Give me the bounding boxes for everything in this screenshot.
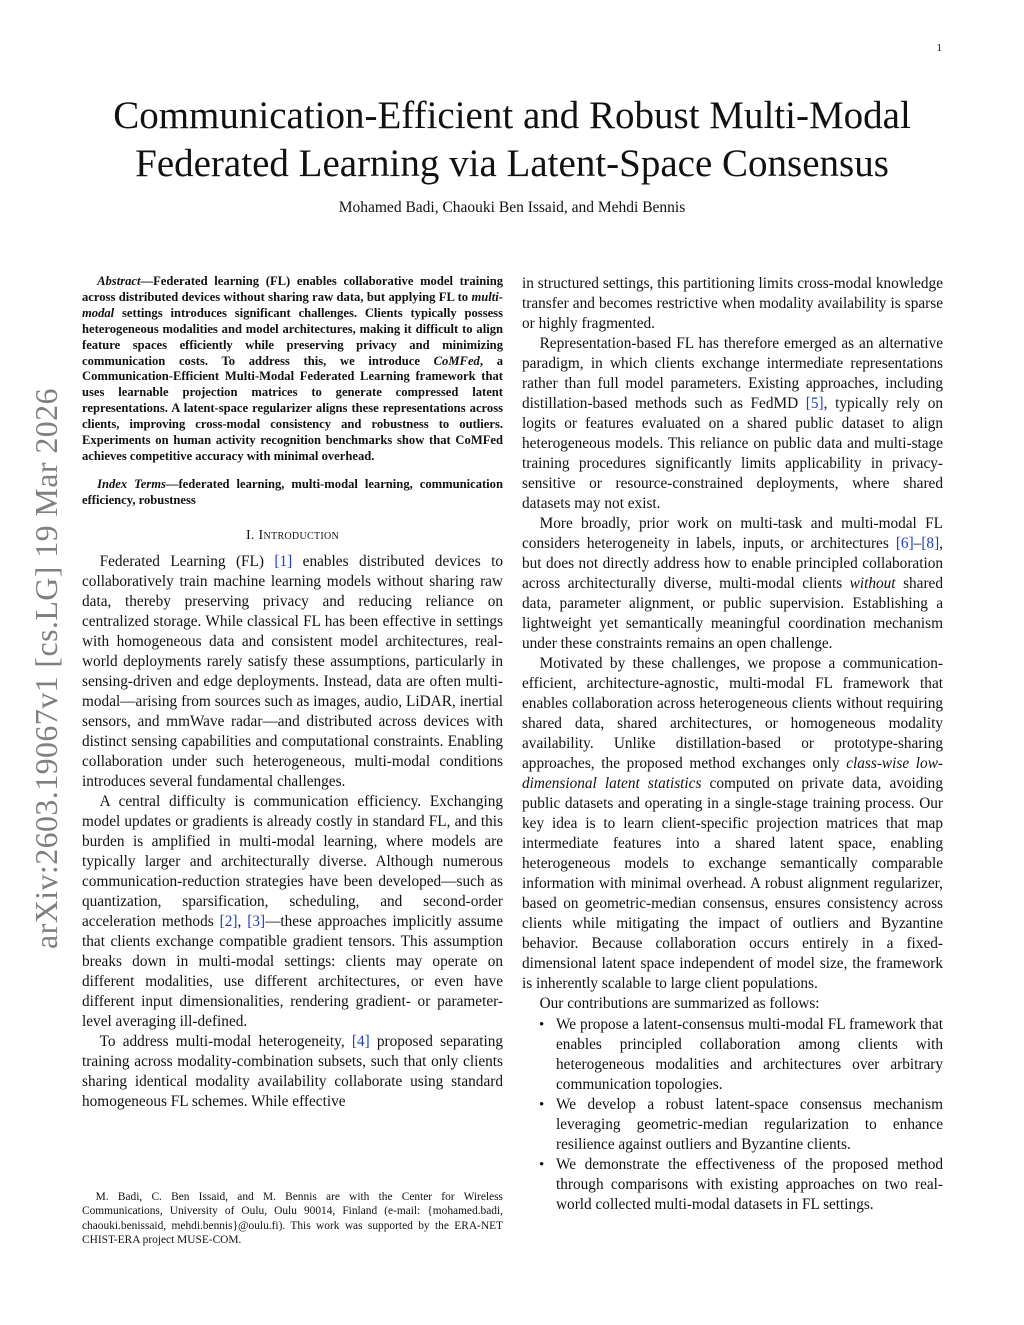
paragraph-text: A central difficulty is communication efficiency. Exchanging model updates or gradients is already costly in standard FL, and this burden is amplified in multi-modal learning, where models are typically larger and architecturally diverse. Although numerous communication-reduction strategies have been developed—such as quantization, sparsification, scheduling, and second-order acceleration methods — [82, 792, 503, 930]
list-item — [522, 1015, 943, 1095]
author-list: Mohamed Badi, Chaouki Ben Issaid, and Mehdi Bennis — [338, 199, 686, 216]
paragraph-text: —these approaches implicitly assume that clients exchange compatible gradient tensors. This assumption breaks down in multi-modal settings: clients may operate on different modalities, use different architectures, or even have different input dimensionalities, rendering gradient- or parameter-level averaging ill-defined. — [82, 912, 503, 1030]
abstract-text-2: settings introduces significant challenges. Clients typically possess heterogeneous modalities and model architectures, making it difficult to align feature spaces efficiently while preserving privacy and minimizing communication costs. To address this, we introduce — [82, 305, 503, 368]
page-number: 1 — [936, 42, 942, 54]
citation-separator: , — [237, 912, 248, 930]
paragraph-text: enables distributed devices to collaboratively train machine learning models without sharing raw data, thereby preserving privacy and reducing reliance on centralized storage. While classical FL has been effective in settings with homogeneous data and consistent model architectures, real-world deployments rarely satisfy these assumptions, particularly in sensing-driven and edge deployments. Instead, data are often multi-modal—arising from sources such as images, audio, LiDAR, inertial sensors, and mmWave radar—and distributed across devices with distinct sensing capabilities and computational constraints. Enabling collaboration under such heterogeneous, multi-modal conditions introduces several fundamental challenges. — [82, 552, 503, 790]
intro-paragraph-5 — [522, 514, 943, 654]
emphasis-text: without — [849, 575, 896, 592]
abstract-emphasis-2: CoMFed — [433, 353, 480, 368]
paragraph-text: proposed separating training across modality-combination subsets, such that only clients sharing identical modality availability collaborate using standard homogeneous FL schemes. While effective — [82, 1032, 503, 1110]
section-heading-introduction — [82, 528, 503, 544]
abstract-emphasis-1: multi-modal — [82, 289, 503, 320]
abstract-dash: — — [140, 274, 154, 288]
abstract — [82, 274, 503, 465]
arxiv-id[interactable]: arXiv:2603.19067v1 [cs.LG] 19 Mar 2026 — [27, 387, 64, 949]
title-line-1: Communication-Efficient and Robust Multi-Modal — [113, 94, 911, 137]
abstract-heading: Abstract — [97, 274, 141, 288]
list-item — [522, 1155, 943, 1215]
index-terms — [82, 477, 503, 509]
paragraph-text: To address multi-modal heterogeneity, — [99, 1032, 352, 1050]
citation-link[interactable]: [8] — [921, 535, 940, 552]
title-line-2: Federated Learning via Latent-Space Consensus — [135, 142, 889, 185]
paragraph-text: Representation-based FL has therefore emerged as an alternative paradigm, in which clients exchange intermediate representations rather than full model parameters. Existing approaches, including distillation-based methods such as FedMD — [522, 335, 943, 412]
bullet-icon: • — [539, 1097, 545, 1113]
citation-link[interactable]: [3] — [247, 912, 266, 930]
intro-paragraph-2 — [82, 792, 503, 1032]
paragraph-text: shared data, parameter alignment, or public supervision. Establishing a lightweight yet semantically meaningful coordination mechanism under these constraints remains an open challenge. — [522, 575, 943, 652]
citation-link[interactable]: [6] — [895, 535, 914, 552]
paper-title — [60, 92, 964, 188]
paragraph-text: , but does not directly address how to enable principled collaboration across architecturally diverse, multi-modal clients — [522, 535, 943, 592]
citation-link[interactable]: [1] — [274, 552, 293, 570]
abstract-text-3: , a Communication-Efficient Multi-Modal Federated Learning framework that uses learnable projection matrices to generate compressed latent representations. A latent-space regularizer aligns these representations across clients, improving cross-modal consistency and robustness to outliers. Experiments on human activity recognition benchmarks show that CoMFed achieves competitive accuracy with minimal overhead. — [82, 353, 504, 463]
arxiv-stamp — [8, 368, 84, 968]
list-item-text: We propose a latent-consensus multi-modal FL framework that enables principled collaboration among clients with heterogeneous modalities and architectures over arbitrary communication topologies. — [556, 1016, 943, 1093]
index-terms-heading: Index Terms — [97, 476, 166, 491]
paragraph-text: Motivated by these challenges, we propose a communication-efficient, architecture-agnostic, multi-modal FL framework that enables collaboration across heterogeneous clients without requiring shared data, shared architectures, or homogeneous modality availability. Unlike distillation-based or prototype-sharing approaches, the proposed method exchanges only — [522, 655, 943, 772]
citation-link[interactable]: [4] — [351, 1032, 370, 1050]
citation-range-dash: – — [913, 535, 922, 552]
section-title: Introduction — [258, 527, 340, 543]
intro-paragraph-1 — [82, 552, 503, 792]
index-terms-dash: — — [165, 476, 179, 491]
bullet-icon: • — [539, 1017, 545, 1033]
contributions-list — [522, 1015, 943, 1215]
emphasis-text: class-wise low-dimensional latent statistics — [522, 755, 943, 792]
section-number: I. — [245, 527, 255, 543]
intro-paragraph-4 — [522, 334, 943, 514]
paragraph-text: , typically rely on logits or features evaluated on a shared public dataset to align heterogeneous models. This reliance on public data and multi-stage training procedures significantly limits applicability in privacy-sensitive or resource-constrained deployments, where shared datasets may not exist. — [522, 395, 943, 512]
paragraph-text: computed on private data, avoiding public datasets and operating in a single-stage training process. Our key idea is to learn client-specific projection matrices that map intermediate features into a shared latent space, enabling heterogeneous models to exchange semantically comparable information with minimal overhead. A robust alignment regularizer, based on geometric-median consensus, ensures consistency across clients while mitigating the impact of outliers and Byzantine behavior. Because collaboration occurs entirely in a fixed-dimensional latent space independent of model size, the framework is inherently scalable to large client populations. — [522, 775, 943, 992]
list-item — [522, 1095, 943, 1155]
intro-paragraph-3 — [82, 1032, 503, 1112]
citation-link[interactable]: [5] — [805, 395, 824, 412]
right-column — [522, 274, 943, 1215]
index-terms-text: federated learning, multi-modal learning, communication efficiency, robustness — [82, 476, 503, 507]
paragraph-text: More broadly, prior work on multi-task and multi-modal FL considers heterogeneity in labels, inputs, or architectures — [522, 515, 943, 552]
contributions-intro: Our contributions are summarized as follows: — [539, 995, 820, 1012]
list-item-text: We develop a robust latent-space consensus mechanism leveraging geometric-median regularization to enhance resilience against outliers and Byzantine clients. — [556, 1096, 943, 1153]
paragraph-text: Federated Learning (FL) — [99, 552, 275, 570]
list-item-text: We demonstrate the effectiveness of the proposed method through comparisons with existing approaches on two real-world collected multi-modal datasets in FL settings. — [556, 1156, 943, 1213]
left-column — [82, 274, 503, 1112]
author-footnote: M. Badi, C. Ben Issaid, and M. Bennis are with the Center for Wireless Communications, University of Oulu, Oulu 90014, Finland (e-mail: {mohamed.badi, chaouki.benissaid, mehdi.bennis}@oulu.fi). This work was supported by the ERA-NET CHIST-ERA project MUSE-COM. — [82, 1191, 503, 1247]
citation-link[interactable]: [2] — [219, 912, 238, 930]
intro-paragraph-3-continued: in structured settings, this partitioning limits cross-modal knowledge transfer and becomes restrictive when modality availability is sparse or highly fragmented. — [522, 275, 943, 332]
abstract-text-1: Federated learning (FL) enables collaborative model training across distributed devices without sharing raw data, but applying FL to — [82, 274, 503, 304]
intro-paragraph-6 — [522, 654, 943, 994]
bullet-icon: • — [539, 1157, 545, 1173]
